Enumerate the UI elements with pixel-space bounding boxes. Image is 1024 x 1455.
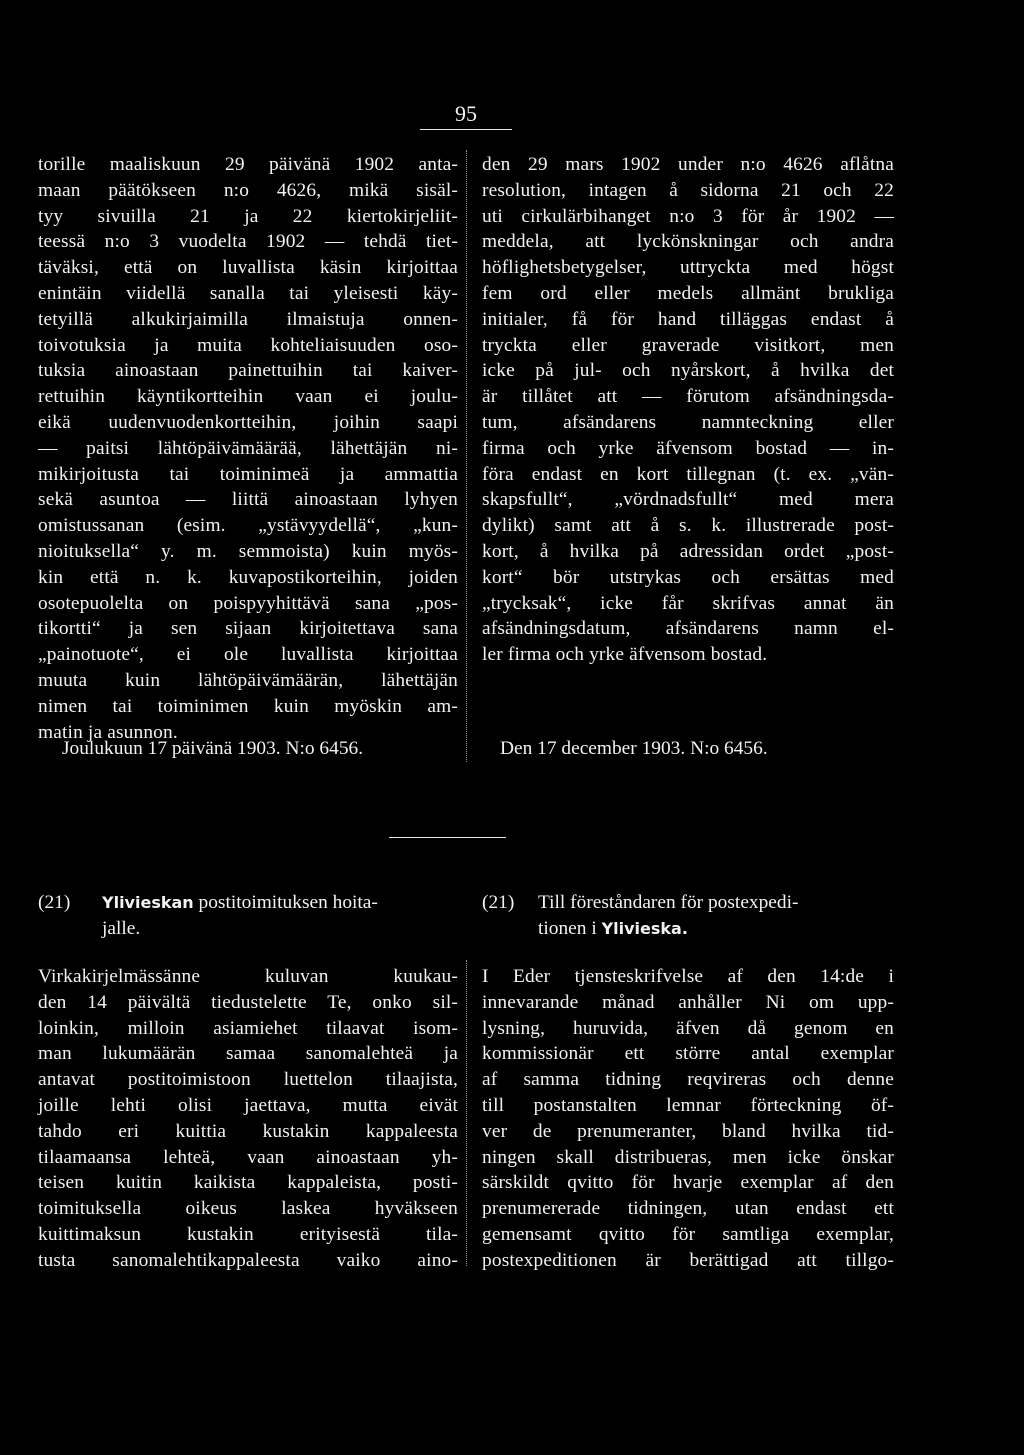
text-line: kort, å hvilka på adressidan ordet „post- <box>482 540 894 562</box>
text-line: antavat postitoimistoon luettelon tilaajista, <box>38 1069 458 1091</box>
text-line: eikä uudenvuodenkortteihin, joihin saapi <box>38 411 458 433</box>
text-line: kuittimaksun kustakin erityisestä tila- <box>38 1223 458 1245</box>
text-line: omistussanan (esim. „ystävyydellä“, „kun- <box>38 515 458 537</box>
text-line: nimen tai toiminimen kuin myöskin am- <box>38 695 458 717</box>
text-line: matin ja asunnon. <box>38 721 178 743</box>
text-line: täväksi, että on luvallista käsin kirjoittaa <box>38 257 458 279</box>
text-line: afsändningsdatum, afsändarens namn el- <box>482 618 894 640</box>
text-line: postexpeditionen är berättigad att tillgo- <box>482 1249 894 1271</box>
text-line: toivotuksia ja muita kohteliaisuuden oso- <box>38 334 458 356</box>
text-line: meddela, att lyckönskningar och andra <box>482 231 894 253</box>
text-line: lysning, huruvida, äfven då genom en <box>482 1017 894 1039</box>
swedish-date-signature: Den 17 december 1903. N:o 6456. <box>500 738 768 759</box>
text-line: initialer, få för hand tilläggas endast å <box>482 308 894 330</box>
text-line: firma och yrke äfvensom bostad — in- <box>482 437 894 459</box>
text-line: tilaamaansa lehteä, vaan ainoastaan yh- <box>38 1146 458 1168</box>
heading-text <box>102 890 458 942</box>
text-line: muuta kuin lähtöpäivämäärän, lähettäjän <box>38 669 458 691</box>
text-line: till postanstalten lemnar förteckning öf- <box>482 1094 894 1116</box>
text-line: särskildt qvitto för hvarje exemplar af den <box>482 1172 894 1194</box>
text-line: tuksia ainoastaan painettuihin tai kaiver- <box>38 360 458 382</box>
text-line: loinkin, milloin asiamiehet tilaavat isom- <box>38 1017 458 1039</box>
text-line: resolution, intagen å sidorna 21 och 22 <box>482 179 894 201</box>
finnish-date-signature: Joulukuun 17 päivänä 1903. N:o 6456. <box>62 738 364 759</box>
text-line: prenumererade tidningen, utan endast ett <box>482 1198 894 1220</box>
place-name: Ylivieska. <box>601 918 688 938</box>
text-line: — paitsi lähtöpäivämäärää, lähettäjän ni- <box>38 437 458 459</box>
text-line: innevarande månad anhåller Ni om upp- <box>482 991 894 1013</box>
text-line: teisen kuitin kaikista kappaleista, posti- <box>38 1172 458 1194</box>
text-line: nioituksella“ y. m. semmoista) kuin myös- <box>38 540 458 562</box>
text-line: maan päätökseen n:o 4626, mikä sisäl- <box>38 179 458 201</box>
heading-text <box>538 890 894 942</box>
text-line: kommissionär ett större antal exemplar <box>482 1043 894 1065</box>
text-line: skapsfullt“, „vördnadsfullt“ med mera <box>482 489 894 511</box>
text-line: är tillåtet att — förutom afsändningsda- <box>482 386 894 408</box>
column-gutter-rule <box>466 960 467 1266</box>
text-line: tum, afsändarens namnteckning eller <box>482 411 894 433</box>
text-line: föra endast en kort tillegnan (t. ex. „vän- <box>482 463 894 485</box>
text-line: Virkakirjelmässänne kuluvan kuukau- <box>38 966 458 987</box>
text-line: kin että n. k. kuvapostikorteihin, joiden <box>38 566 458 588</box>
heading-line2-prefix: tionen i <box>538 917 602 939</box>
text-line: den 29 mars 1902 under n:o 4626 aflåtna <box>482 154 894 175</box>
text-line: man lukumäärän samaa sanomalehteä ja <box>38 1043 458 1065</box>
heading-rest: postitoimituksen hoita- <box>193 892 378 913</box>
text-line: ler firma och yrke äfvensom bostad. <box>482 644 768 666</box>
text-line: den 14 päivältä tiedustelette Te, onko sil- <box>38 991 458 1013</box>
text-line: ver de prenumeranter, bland hvilka tid- <box>482 1120 894 1142</box>
page-number: 95 <box>420 101 512 130</box>
section-number: (21) <box>482 892 515 913</box>
text-line: tikortti“ ja sen sijaan kirjoitettava sana <box>38 618 458 640</box>
text-line: tusta sanomalehtikappaleesta vaiko aino- <box>38 1249 458 1271</box>
text-line: kort“ bör utstrykas och ersättas med <box>482 566 894 588</box>
heading-line1: Till föreståndaren för postexpedi- <box>538 892 799 913</box>
text-line: torille maaliskuun 29 päivänä 1902 anta- <box>38 154 458 175</box>
text-line: I Eder tjensteskrifvelse af den 14:de i <box>482 966 894 987</box>
text-line: enintäin viidellä sanalla tai yleisesti käy- <box>38 282 458 304</box>
text-line: ningen skall distribueras, men icke önskar <box>482 1146 894 1168</box>
section-number: (21) <box>38 892 71 913</box>
text-line: fem ord eller medels allmänt brukliga <box>482 282 894 304</box>
text-line: af samma tidning reqvireras och denne <box>482 1069 894 1091</box>
text-line: toimituksella oikeus laskea hyväkseen <box>38 1198 458 1220</box>
text-line: tryckta eller graverade visitkort, men <box>482 334 894 356</box>
text-line: tyy sivuilla 21 ja 22 kiertokirjeliit- <box>38 205 458 227</box>
text-line: tahdo eri kuittia kustakin kappaleesta <box>38 1120 458 1142</box>
heading-line2: jalle. <box>102 917 141 939</box>
swedish-column-top <box>482 152 894 668</box>
text-line: „trycksak“, icke får skrifvas annat än <box>482 592 894 614</box>
swedish-column-bottom <box>482 964 894 1274</box>
text-line: uti cirkulärbihanget n:o 3 för år 1902 — <box>482 205 894 227</box>
section-divider <box>389 837 506 838</box>
text-line: joille lehti olisi jaettava, mutta eivät <box>38 1094 458 1116</box>
text-line: rettuihin käyntikortteihin vaan ei joulu- <box>38 386 458 408</box>
text-line: osotepuolelta on poispyyhittävä sana „pos- <box>38 592 458 614</box>
column-gutter-rule <box>466 150 467 762</box>
text-line: gemensamt qvitto för samtliga exemplar, <box>482 1223 894 1245</box>
text-line: höflighetsbetygelser, uttryckta med högst <box>482 257 894 279</box>
place-name: Ylivieskan <box>102 893 194 912</box>
text-line: dylikt) samt att å s. k. illustrerade post- <box>482 515 894 537</box>
text-line: icke på jul- och nyårskort, å hvilka det <box>482 360 894 382</box>
text-line: teessä n:o 3 vuodelta 1902 — tehdä tiet- <box>38 231 458 253</box>
text-line: tetyillä alkukirjaimilla ilmaistuja onnen- <box>38 308 458 330</box>
finnish-column-bottom <box>38 964 458 1274</box>
text-line: sekä asuntoa — liittä ainoastaan lyhyen <box>38 489 458 511</box>
finnish-column-top <box>38 152 458 745</box>
text-line: mikirjoitusta tai toiminimeä ja ammattia <box>38 463 458 485</box>
text-line: „painotuote“, ei ole luvallista kirjoittaa <box>38 644 458 666</box>
